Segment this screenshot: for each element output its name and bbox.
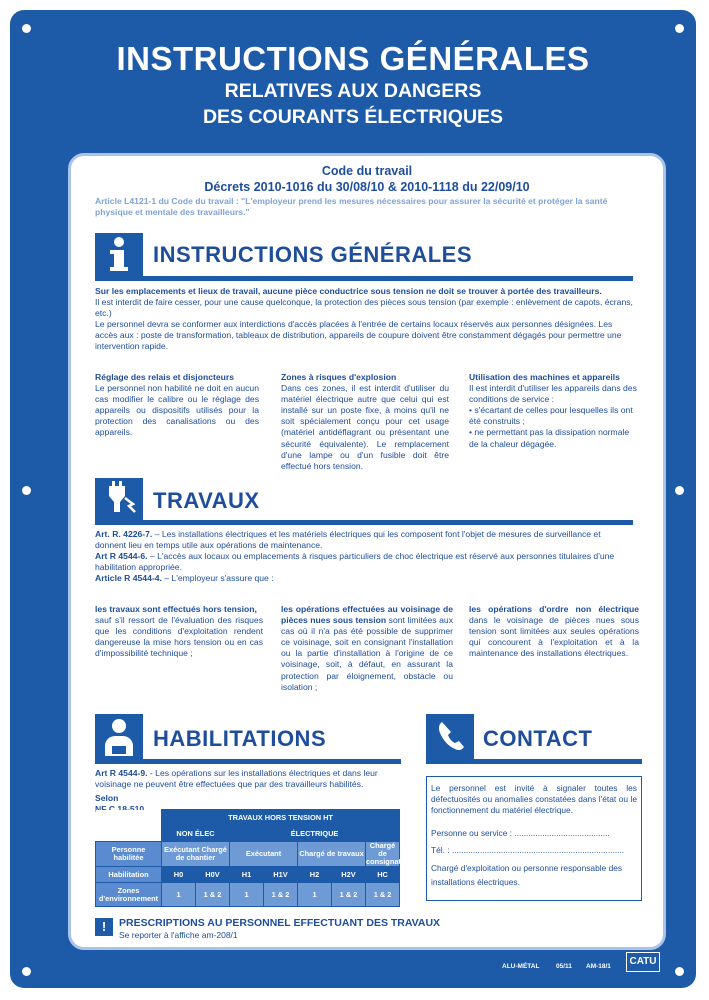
- s2-column-2-heading: les opérations effectuées au voisinage de pièces nues sous tension: [281, 604, 453, 626]
- article-l4121: Article L4121-1 du Code du travail : "L'employeur prend les mesures nécessaires pour assurer la sécurité et protéger la santé physique et mentale des travailleurs.": [95, 196, 608, 217]
- decrets-line: Décrets 2010-1016 du 30/08/10 & 2010-1118 du 22/09/10: [204, 180, 530, 194]
- screw-hole: [675, 24, 684, 33]
- subtitle-line-2: DES COURANTS ÉLECTRIQUES: [202, 106, 504, 128]
- table-cell: 1 & 2: [196, 883, 230, 907]
- s2-column-3-text: dans le voisinage de pièces nues sous tension sont limitées aux seules opérations qui concourent à l'exploitation et à la maintenance des installations électriques.: [469, 615, 639, 659]
- table-cell: 1: [162, 883, 196, 907]
- table-cell: HC: [366, 867, 400, 883]
- table-cell: Exécutant: [230, 842, 298, 867]
- s2-column-1-text: sauf s'il ressort de l'évaluation des risques que les conditions d'exploitation rendent dangereuse la mise hors tension ou en cas d'impossibilité technique ;: [95, 615, 263, 659]
- table-cell: Habilitation: [96, 867, 162, 883]
- warning-icon: !: [95, 918, 113, 936]
- s1-column-2: [281, 372, 449, 472]
- s2-column-1: [95, 604, 263, 659]
- date-label: 05/11: [556, 963, 572, 970]
- contact-box: [426, 776, 642, 901]
- table-header-nonelec: NON ÉLEC: [162, 826, 230, 842]
- footer-title: PRESCRIPTIONS AU PERSONNEL EFFECTUANT DES TRAVAUX: [119, 917, 441, 929]
- s1-column-2-text: Dans ces zones, il est interdit d'utiliser du matériel électrique autre que celui qui est installé sur un poste fixe, à moins qu'il ne soit spécialement conçu pour cet usage (matériel antidéflagrant ou présentant une sécurité équivalente). Le remplacement d'une lampe ou d'un fusible doit être effectué hors tension.: [281, 383, 449, 471]
- screw-hole: [675, 967, 684, 976]
- table-cell: Personne habilitée: [96, 842, 162, 867]
- contact-text: Le personnel est invité à signaler toutes les défectuosités ou anomalies constatées dans l'état ou le fonctionnement du matériel électrique.: [431, 783, 637, 815]
- table-cell: 1 & 2: [332, 883, 366, 907]
- s2-column-3: [469, 604, 639, 659]
- s3-article-text: - Les opérations sur les installations électriques et dans leur voisinage ne peuvent être effectuées que par des travailleurs habilités.: [95, 768, 378, 790]
- code-title: Code du travail: [321, 164, 413, 178]
- contact-field-phone: Tél. : ..........................................................................: [431, 845, 625, 855]
- s1-column-3-heading: Utilisation des machines et appareils: [469, 372, 620, 382]
- sign-plate: [10, 10, 696, 988]
- content-panel: [68, 153, 666, 950]
- screw-hole: [675, 486, 684, 495]
- s2-article-3-text: – L'employeur s'assure que :: [161, 573, 274, 584]
- main-title: INSTRUCTIONS GÉNÉRALES: [116, 40, 590, 77]
- section-title-instructions: INSTRUCTIONS GÉNÉRALES: [153, 242, 473, 267]
- section-rule: [95, 520, 633, 525]
- s1-paragraph-2: Le personnel devra se conformer aux interdictions d'accès placées à l'entrée de certains locaux réservés aux personnes désignées. Les accès aux : poste de transformation, tableaux de distribution, appareils de coupure doivent être constamment dégagés pour permettre une intervention rapide.: [95, 319, 622, 352]
- selon-label: Selon: [95, 793, 119, 803]
- table-cell: H0: [162, 867, 196, 883]
- subtitle-line-1: RELATIVES AUX DANGERS: [224, 80, 482, 102]
- s3-article-ref: Art R 4544-9.: [95, 768, 148, 778]
- table-cell: 1 & 2: [366, 883, 400, 907]
- table-cell: Chargé de consignation: [366, 841, 412, 866]
- s1-column-3-text: Il est interdit d'utiliser les appareils dans des conditions de service :: [469, 383, 637, 405]
- s2-column-3-heading: les opérations d'ordre non électrique: [469, 604, 639, 614]
- table-cell: 1: [230, 883, 264, 907]
- s1-column-2-heading: Zones à risques d'explosion: [281, 372, 397, 382]
- material-label: ALU-MÉTAL: [502, 963, 540, 970]
- s1-paragraph-1: Il est interdit de faire cesser, pour une cause quelconque, la protection des pièces sous tension (par exemple : enlèvement de capots, écrans, etc.): [95, 297, 633, 319]
- table-cell: H0V: [196, 867, 230, 883]
- person-icon: [95, 714, 143, 760]
- table-header-top: TRAVAUX HORS TENSION HT: [162, 810, 400, 826]
- screw-hole: [22, 24, 31, 33]
- s2-article-2-ref: Art R 4544-6.: [95, 551, 148, 562]
- s1-column-1: [95, 372, 259, 439]
- s1-column-3: [469, 372, 641, 450]
- section-rule: [95, 276, 633, 281]
- s1-column-3-bullet-1: • s'écartant de celles pour lesquelles ils ont été construits ;: [469, 405, 633, 427]
- screw-hole: [22, 967, 31, 976]
- table-cell: Chargé de travaux: [298, 842, 366, 867]
- section-rule: [95, 759, 401, 764]
- table-cell: Zones d'environnement: [96, 883, 162, 907]
- plug-icon: [95, 478, 143, 520]
- contact-field-person: Personne ou service : .........................................: [431, 828, 610, 838]
- brand-logo: CATU: [626, 952, 660, 972]
- s2-column-2-text: sont limitées aux cas où il n'a pas été possible de supprimer ce voisinage, soit en consignant l'installation ou la partie d'installation à l'origine de ce voisinage, soit, à défaut, en assurant la protection par éloignement, obstacle ou isolation ;: [281, 615, 453, 692]
- habilitation-table: [95, 809, 412, 907]
- phone-icon: [426, 714, 474, 760]
- s1-lead: Sur les emplacements et lieux de travail, aucune pièce conductrice sous tension ne doit se trouver à portée des travailleurs.: [95, 286, 602, 296]
- section-title-travaux: TRAVAUX: [153, 488, 260, 513]
- s1-column-1-heading: Réglage des relais et disjoncteurs: [95, 372, 234, 382]
- table-cell: H1V: [264, 867, 298, 883]
- s2-article-1-ref: Art. R. 4226-7.: [95, 529, 153, 539]
- reference-label: AM-18/1: [586, 963, 611, 970]
- s2-column-1-heading: les travaux sont effectués hors tension,: [95, 604, 257, 614]
- screw-hole: [22, 486, 31, 495]
- table-cell: H1: [230, 867, 264, 883]
- footer-subtitle: Se reporter à l'affiche am-208/1: [119, 930, 238, 940]
- s1-column-3-bullet-2: • ne permettant pas la dissipation normale de la chaleur dégagée.: [469, 427, 630, 449]
- sign-header: [10, 40, 696, 130]
- table-cell: H2V: [332, 867, 366, 883]
- section-title-contact: CONTACT: [483, 726, 593, 751]
- contact-field-manager: Chargé d'exploitation ou personne responsable des installations électriques.: [431, 863, 623, 887]
- section-title-habilitations: HABILITATIONS: [153, 726, 327, 751]
- info-icon: [95, 233, 143, 277]
- table-cell: 1: [298, 883, 332, 907]
- s1-column-1-text: Le personnel non habilité ne doit en aucun cas modifier le calibre ou le réglage des appareils ou dispositifs utilisés pour la protection des canalisations ou des appareils.: [95, 383, 259, 438]
- section-rule: [426, 759, 642, 764]
- s2-column-2: [281, 604, 453, 693]
- table-cell: H2: [298, 867, 332, 883]
- s2-article-3-ref: Article R 4544-4.: [95, 573, 162, 584]
- table-cell: Exécutant Chargé de chantier: [162, 842, 230, 867]
- s2-article-2-text: – L'accès aux locaux ou emplacements à risques particuliers de choc électrique est réservé aux personnes titulaires d'une habilitation appropriée.: [95, 551, 615, 573]
- table-cell: 1 & 2: [264, 883, 298, 907]
- s2-article-1-text: – Les installations électriques et les matériels électriques qui les composent font l'objet de mesures de surveillance et donnent lieu en temps utile aux opérations de maintenance.: [95, 529, 601, 551]
- table-header-elec: ÉLECTRIQUE: [230, 826, 400, 842]
